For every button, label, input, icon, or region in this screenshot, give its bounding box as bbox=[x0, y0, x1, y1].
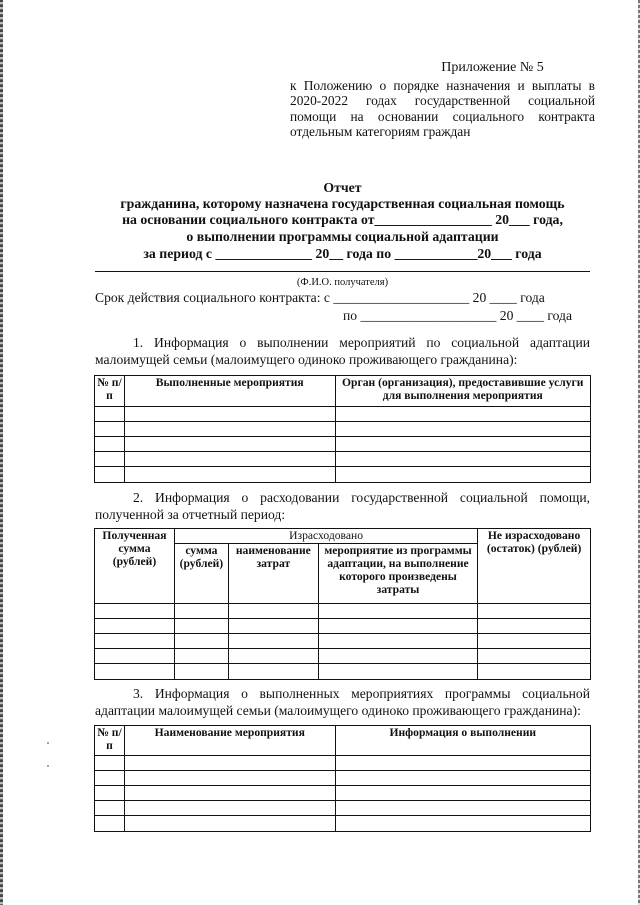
table-row bbox=[95, 649, 591, 664]
col-header-number: № п/п bbox=[95, 376, 125, 407]
section1-table bbox=[94, 375, 591, 483]
table-cell[interactable] bbox=[318, 634, 477, 649]
section1-heading: 1. Информация о выполнении мероприятий по социальной адаптации малоимущей семьи (малоимущего одиноко проживающего гражданина): bbox=[95, 335, 590, 367]
fio-fill-line bbox=[95, 271, 590, 272]
col-header-cost-name: наименование затрат bbox=[228, 544, 318, 604]
table-row bbox=[95, 422, 591, 437]
scan-speck bbox=[47, 765, 49, 767]
table-row bbox=[95, 619, 591, 634]
table-row bbox=[95, 786, 591, 801]
table-row bbox=[95, 816, 591, 832]
section3-table bbox=[94, 725, 591, 832]
table-row bbox=[95, 756, 591, 771]
table-cell[interactable] bbox=[95, 604, 175, 619]
table-cell[interactable] bbox=[478, 664, 591, 680]
table-cell[interactable] bbox=[318, 604, 477, 619]
table-cell[interactable] bbox=[95, 634, 175, 649]
table-cell[interactable] bbox=[478, 634, 591, 649]
section2-table bbox=[94, 528, 591, 680]
table-cell[interactable] bbox=[228, 604, 318, 619]
table-cell[interactable] bbox=[95, 786, 125, 801]
table-cell[interactable] bbox=[124, 771, 335, 786]
table-cell[interactable] bbox=[335, 786, 590, 801]
table-cell[interactable] bbox=[95, 649, 175, 664]
table-cell[interactable] bbox=[124, 801, 335, 816]
table-header-row bbox=[95, 376, 591, 407]
table-header-row bbox=[95, 726, 591, 756]
table-cell[interactable] bbox=[95, 422, 125, 437]
table-header-row bbox=[95, 529, 591, 544]
table-cell[interactable] bbox=[95, 452, 125, 467]
table-cell[interactable] bbox=[228, 649, 318, 664]
table-row bbox=[95, 467, 591, 483]
contract-term-from: Срок действия социального контракта: с ____________________ 20 ____ года bbox=[95, 290, 545, 305]
table-row bbox=[95, 801, 591, 816]
table-cell[interactable] bbox=[335, 422, 590, 437]
col-header-event-name: Наименование мероприятия bbox=[124, 726, 335, 756]
table-cell[interactable] bbox=[174, 634, 228, 649]
table-cell[interactable] bbox=[228, 634, 318, 649]
table-cell[interactable] bbox=[335, 452, 590, 467]
table-cell[interactable] bbox=[335, 801, 590, 816]
table-cell[interactable] bbox=[95, 664, 175, 680]
table-cell[interactable] bbox=[95, 801, 125, 816]
table-cell[interactable] bbox=[228, 619, 318, 634]
table-cell[interactable] bbox=[174, 604, 228, 619]
appendix-text: к Положению о порядке назначения и выплаты в 2020-2022 годах государственной социальной помощи на основании социального контракта отдельным категориям граждан bbox=[290, 77, 595, 139]
table-cell[interactable] bbox=[174, 619, 228, 634]
scan-edge-left bbox=[0, 0, 3, 905]
table-cell[interactable] bbox=[318, 664, 477, 680]
table-cell[interactable] bbox=[95, 771, 125, 786]
table-cell[interactable] bbox=[95, 756, 125, 771]
table-cell[interactable] bbox=[174, 649, 228, 664]
contract-term-to: по ____________________ 20 ____ года bbox=[343, 308, 572, 323]
table-cell[interactable] bbox=[124, 452, 335, 467]
table-row bbox=[95, 664, 591, 680]
table-row bbox=[95, 604, 591, 619]
table-cell[interactable] bbox=[478, 604, 591, 619]
col-header-sum: сумма (рублей) bbox=[174, 544, 228, 604]
table-row bbox=[95, 452, 591, 467]
col-header-spent: Израсходовано bbox=[174, 529, 477, 544]
table-cell[interactable] bbox=[335, 771, 590, 786]
table-cell[interactable] bbox=[124, 437, 335, 452]
table-cell[interactable] bbox=[95, 437, 125, 452]
report-subtitle-line2: на основании социального контракта от_________________ 20___ года, bbox=[122, 212, 563, 227]
appendix-number: Приложение № 5 bbox=[441, 60, 544, 75]
table-cell[interactable] bbox=[124, 786, 335, 801]
table-cell[interactable] bbox=[124, 407, 335, 422]
appendix-block bbox=[290, 60, 595, 140]
table-cell[interactable] bbox=[124, 756, 335, 771]
table-cell[interactable] bbox=[318, 619, 477, 634]
table-cell[interactable] bbox=[335, 437, 590, 452]
table-cell[interactable] bbox=[335, 756, 590, 771]
col-header-adaptation-event: мероприятие из программы адаптации, на выполнение которого произведены затраты bbox=[318, 544, 477, 604]
fio-caption: (Ф.И.О. получателя) bbox=[296, 277, 389, 288]
table-cell[interactable] bbox=[95, 816, 125, 832]
col-header-events: Выполненные мероприятия bbox=[124, 376, 335, 407]
table-cell[interactable] bbox=[124, 422, 335, 437]
col-header-execution-info: Информация о выполнении bbox=[335, 726, 590, 756]
col-header-organization: Орган (организация), предоставившие услуги для выполнения мероприятия bbox=[335, 376, 590, 407]
table-cell[interactable] bbox=[174, 664, 228, 680]
report-subtitle-line1: гражданина, которому назначена государственная социальная помощь bbox=[120, 196, 565, 211]
table-cell[interactable] bbox=[335, 407, 590, 422]
table-cell[interactable] bbox=[318, 649, 477, 664]
table-cell[interactable] bbox=[478, 649, 591, 664]
report-title: Отчет bbox=[323, 180, 362, 195]
table-row bbox=[95, 634, 591, 649]
table-cell[interactable] bbox=[335, 467, 590, 483]
table-cell[interactable] bbox=[124, 467, 335, 483]
table-cell[interactable] bbox=[228, 664, 318, 680]
col-header-unspent: Не израсходовано (остаток) (рублей) bbox=[478, 529, 591, 604]
table-row bbox=[95, 407, 591, 422]
table-cell[interactable] bbox=[478, 619, 591, 634]
report-period-line: за период с ______________ 20__ года по ____________20___ года bbox=[143, 246, 542, 261]
table-row bbox=[95, 437, 591, 452]
section3-heading: 3. Информация о выполненных мероприятиях программы социальной адаптации малоимущей семьи (малоимущего одиноко проживающего гражданина): bbox=[95, 686, 590, 718]
col-header-number: № п/п bbox=[95, 726, 125, 756]
col-header-received-sum: Полученная сумма (рублей) bbox=[95, 529, 175, 604]
table-cell[interactable] bbox=[95, 407, 125, 422]
report-subtitle-line3: о выполнении программы социальной адаптации bbox=[186, 229, 499, 244]
table-row bbox=[95, 771, 591, 786]
table-cell[interactable] bbox=[95, 467, 125, 483]
table-cell[interactable] bbox=[95, 619, 175, 634]
section2-heading: 2. Информация о расходовании государственной социальной помощи, полученной за отчетный период: bbox=[95, 490, 590, 522]
table-cell[interactable] bbox=[335, 816, 590, 832]
table-cell[interactable] bbox=[124, 816, 335, 832]
scan-speck bbox=[47, 742, 49, 744]
